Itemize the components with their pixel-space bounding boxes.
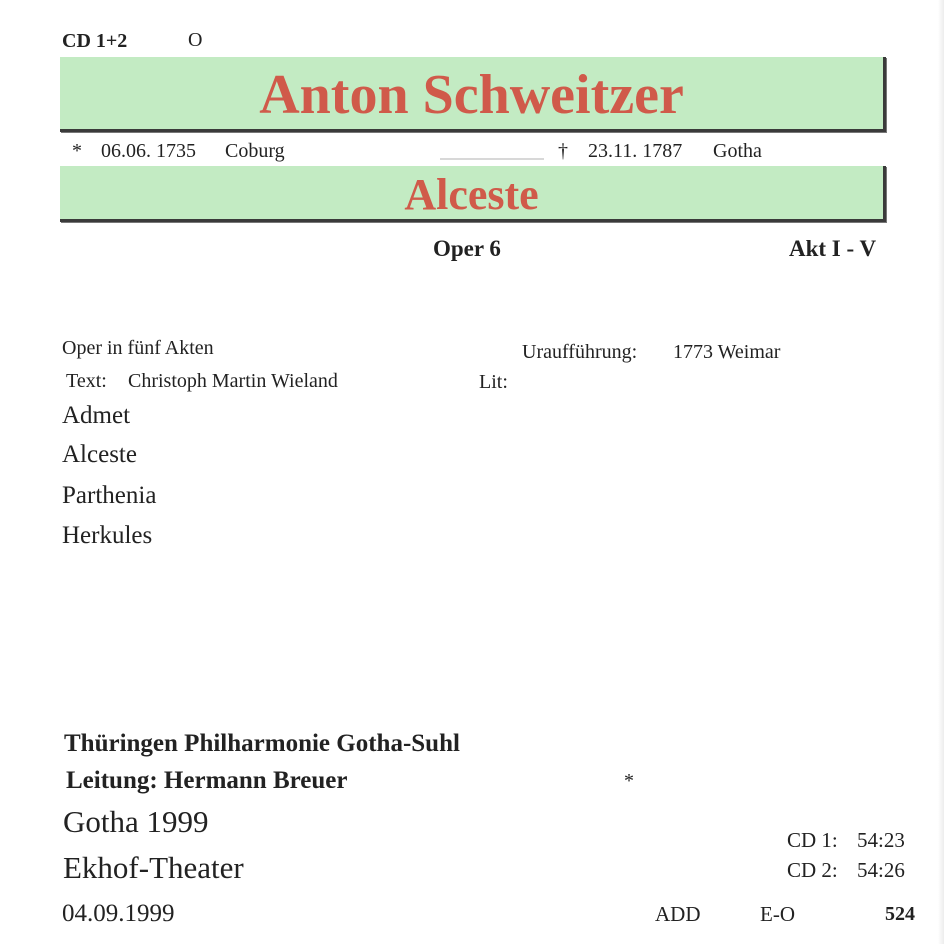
cd-label: CD 1+2: [62, 30, 128, 52]
birth-place: Coburg: [225, 140, 285, 162]
premiere-value: 1773 Weimar: [673, 341, 781, 363]
duration-time: 54:23: [857, 828, 905, 852]
venue: Ekhof-Theater: [63, 850, 244, 885]
catalog-number: 524: [885, 903, 915, 925]
work-banner: [60, 166, 886, 222]
text-author: Christoph Martin Wieland: [128, 370, 338, 392]
death-date: 23.11. 1787: [588, 140, 683, 162]
header-marker: O: [188, 29, 203, 51]
edition-code: E-O: [760, 902, 795, 926]
duration-label: CD 1:: [787, 828, 838, 852]
role-item: Parthenia: [62, 482, 157, 509]
city-year: Gotha 1999: [63, 804, 209, 839]
performance-date: 04.09.1999: [62, 900, 175, 927]
composer-banner: [60, 57, 886, 132]
premiere-label: Uraufführung:: [522, 341, 638, 363]
composer-name: Anton Schweitzer: [259, 64, 684, 126]
orchestra: Thüringen Philharmonie Gotha-Suhl: [64, 730, 460, 757]
page-edge-shadow: [938, 0, 944, 944]
role-item: Admet: [62, 402, 131, 429]
duration-label: CD 2:: [787, 858, 838, 882]
work-description: Oper in fünf Akten: [62, 337, 214, 359]
death-place: Gotha: [713, 140, 762, 162]
death-symbol: †: [558, 140, 568, 162]
text-label: Text:: [66, 370, 107, 392]
role-item: Alceste: [62, 441, 137, 468]
role-item: Herkules: [62, 522, 153, 549]
work-acts: Akt I - V: [789, 236, 877, 261]
birth-symbol: *: [72, 140, 82, 162]
birth-date: 06.06. 1735: [101, 140, 196, 162]
separator-line: [440, 158, 544, 160]
work-type-number: Oper 6: [433, 236, 501, 261]
work-title: Alceste: [404, 170, 539, 219]
recording-type: ADD: [655, 902, 701, 926]
lit-label: Lit:: [479, 371, 508, 393]
performance-asterisk: *: [624, 770, 634, 792]
conductor: Leitung: Hermann Breuer: [66, 767, 348, 794]
duration-time: 54:26: [857, 858, 905, 882]
